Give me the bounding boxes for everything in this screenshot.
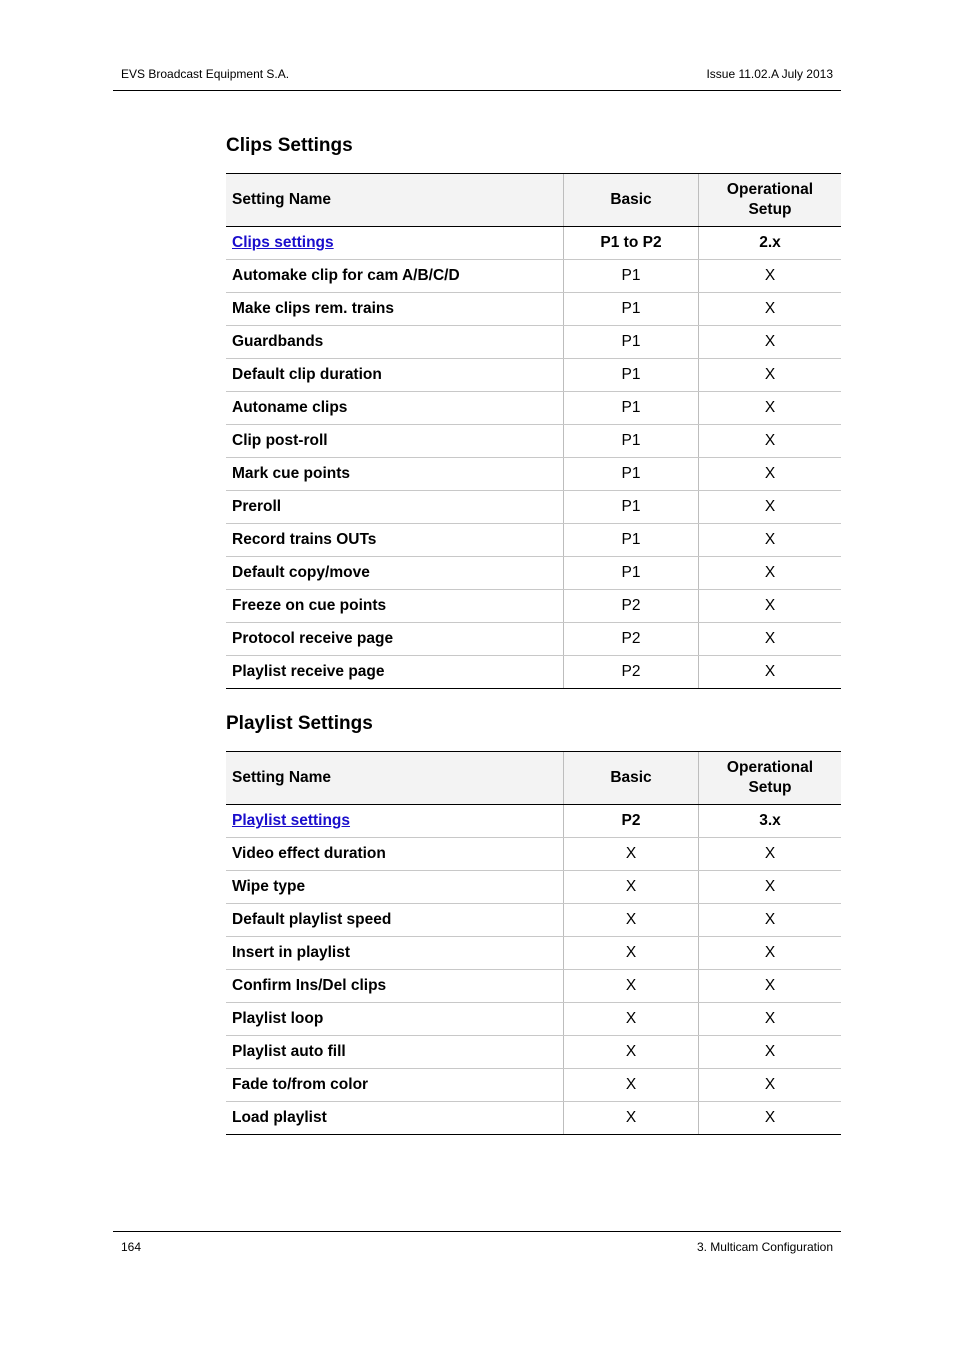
- column-header-operational-setup: Operational Setup: [699, 174, 842, 227]
- cell-setting-name: Automake clip for cam A/B/C/D: [226, 260, 564, 293]
- cell-operational-setup: 2.x: [699, 227, 842, 260]
- table-row: [226, 590, 841, 623]
- cell-setting-name: Playlist loop: [226, 1003, 564, 1036]
- cell-basic: P1: [564, 260, 699, 293]
- cell-basic: P2: [564, 805, 699, 838]
- cell-basic: P1: [564, 458, 699, 491]
- cell-operational-setup: X: [699, 871, 842, 904]
- table-row: [226, 359, 841, 392]
- cell-operational-setup: X: [699, 1069, 842, 1102]
- clips-settings-table: [226, 173, 841, 689]
- table-row-section-link: [226, 227, 841, 260]
- cell-setting-name: Preroll: [226, 491, 564, 524]
- cell-setting-name: Default clip duration: [226, 359, 564, 392]
- table-row: [226, 623, 841, 656]
- column-header-basic: Basic: [564, 752, 699, 805]
- column-header-basic: Basic: [564, 174, 699, 227]
- cell-setting-name: Mark cue points: [226, 458, 564, 491]
- column-header-setting-name: Setting Name: [226, 752, 564, 805]
- cell-operational-setup: X: [699, 359, 842, 392]
- page-footer: [113, 1231, 841, 1254]
- cell-operational-setup: X: [699, 1102, 842, 1135]
- cell-basic: X: [564, 1003, 699, 1036]
- clips-section-title: Clips Settings: [226, 135, 353, 156]
- table-row: [226, 392, 841, 425]
- table-row: [226, 937, 841, 970]
- page-header: [113, 64, 841, 91]
- cell-basic: X: [564, 970, 699, 1003]
- cell-setting-name: Load playlist: [226, 1102, 564, 1135]
- table-row: [226, 1102, 841, 1135]
- cell-setting-name: Make clips rem. trains: [226, 293, 564, 326]
- cell-basic: X: [564, 937, 699, 970]
- cell-setting-name: [226, 805, 564, 838]
- cell-operational-setup: X: [699, 293, 842, 326]
- cell-basic: P1: [564, 425, 699, 458]
- cell-setting-name: Wipe type: [226, 871, 564, 904]
- cell-setting-name: Guardbands: [226, 326, 564, 359]
- table-row: [226, 838, 841, 871]
- table-row: [226, 458, 841, 491]
- header-company: EVS Broadcast Equipment S.A.: [121, 67, 290, 81]
- cell-setting-name: Freeze on cue points: [226, 590, 564, 623]
- cell-basic: P2: [564, 623, 699, 656]
- header-issue: Issue 11.02.A July 2013: [706, 67, 833, 81]
- cell-operational-setup: X: [699, 1036, 842, 1069]
- cell-setting-name: Protocol receive page: [226, 623, 564, 656]
- cell-operational-setup: X: [699, 524, 842, 557]
- table-row: [226, 557, 841, 590]
- table-row: [226, 326, 841, 359]
- table-row: [226, 293, 841, 326]
- cell-operational-setup: X: [699, 970, 842, 1003]
- table-header-row: [226, 752, 841, 805]
- cell-setting-name: Default copy/move: [226, 557, 564, 590]
- table-row: [226, 1003, 841, 1036]
- cell-operational-setup: X: [699, 937, 842, 970]
- playlist-settings-table: [226, 751, 841, 1135]
- cell-setting-name: Playlist auto fill: [226, 1036, 564, 1069]
- column-header-setting-name: Setting Name: [226, 174, 564, 227]
- table-header-row: [226, 174, 841, 227]
- cell-setting-name: Default playlist speed: [226, 904, 564, 937]
- cell-basic: P1: [564, 359, 699, 392]
- cell-basic: X: [564, 871, 699, 904]
- page-number: 164: [121, 1240, 142, 1254]
- table-row: [226, 970, 841, 1003]
- cell-operational-setup: X: [699, 656, 842, 689]
- cell-basic: P1: [564, 557, 699, 590]
- cell-basic: P2: [564, 590, 699, 623]
- table-row: [226, 904, 841, 937]
- cell-setting-name: Clip post-roll: [226, 425, 564, 458]
- cell-basic: X: [564, 838, 699, 871]
- cell-operational-setup: X: [699, 491, 842, 524]
- table-row: [226, 656, 841, 689]
- cell-operational-setup: X: [699, 904, 842, 937]
- cell-operational-setup: X: [699, 623, 842, 656]
- cell-basic: X: [564, 904, 699, 937]
- cell-setting-name: [226, 227, 564, 260]
- cell-operational-setup: X: [699, 260, 842, 293]
- cell-basic: P1: [564, 326, 699, 359]
- cell-operational-setup: X: [699, 425, 842, 458]
- playlist-settings-link[interactable]: Playlist settings: [232, 812, 351, 829]
- table-row-section-link: [226, 805, 841, 838]
- cell-basic: P1: [564, 392, 699, 425]
- table-row: [226, 871, 841, 904]
- cell-operational-setup: X: [699, 838, 842, 871]
- column-header-operational-setup: Operational Setup: [699, 752, 842, 805]
- cell-setting-name: Record trains OUTs: [226, 524, 564, 557]
- footer-chapter: 3. Multicam Configuration: [696, 1240, 833, 1254]
- cell-setting-name: Confirm Ins/Del clips: [226, 970, 564, 1003]
- table-row: [226, 524, 841, 557]
- cell-basic: P1: [564, 491, 699, 524]
- cell-operational-setup: X: [699, 1003, 842, 1036]
- cell-basic: X: [564, 1036, 699, 1069]
- cell-operational-setup: 3.x: [699, 805, 842, 838]
- cell-operational-setup: X: [699, 557, 842, 590]
- cell-basic: P2: [564, 656, 699, 689]
- cell-basic: P1: [564, 293, 699, 326]
- cell-setting-name: Fade to/from color: [226, 1069, 564, 1102]
- cell-operational-setup: X: [699, 326, 842, 359]
- playlist-section-title: Playlist Settings: [226, 713, 373, 734]
- cell-basic: P1: [564, 524, 699, 557]
- cell-setting-name: Autoname clips: [226, 392, 564, 425]
- cell-setting-name: Insert in playlist: [226, 937, 564, 970]
- cell-operational-setup: X: [699, 590, 842, 623]
- table-row: [226, 1036, 841, 1069]
- cell-basic: P1 to P2: [564, 227, 699, 260]
- clips-settings-link[interactable]: Clips settings: [232, 234, 334, 251]
- cell-operational-setup: X: [699, 458, 842, 491]
- table-row: [226, 425, 841, 458]
- cell-operational-setup: X: [699, 392, 842, 425]
- table-row: [226, 491, 841, 524]
- table-row: [226, 260, 841, 293]
- cell-setting-name: Video effect duration: [226, 838, 564, 871]
- cell-setting-name: Playlist receive page: [226, 656, 564, 689]
- table-row: [226, 1069, 841, 1102]
- cell-basic: X: [564, 1069, 699, 1102]
- cell-basic: X: [564, 1102, 699, 1135]
